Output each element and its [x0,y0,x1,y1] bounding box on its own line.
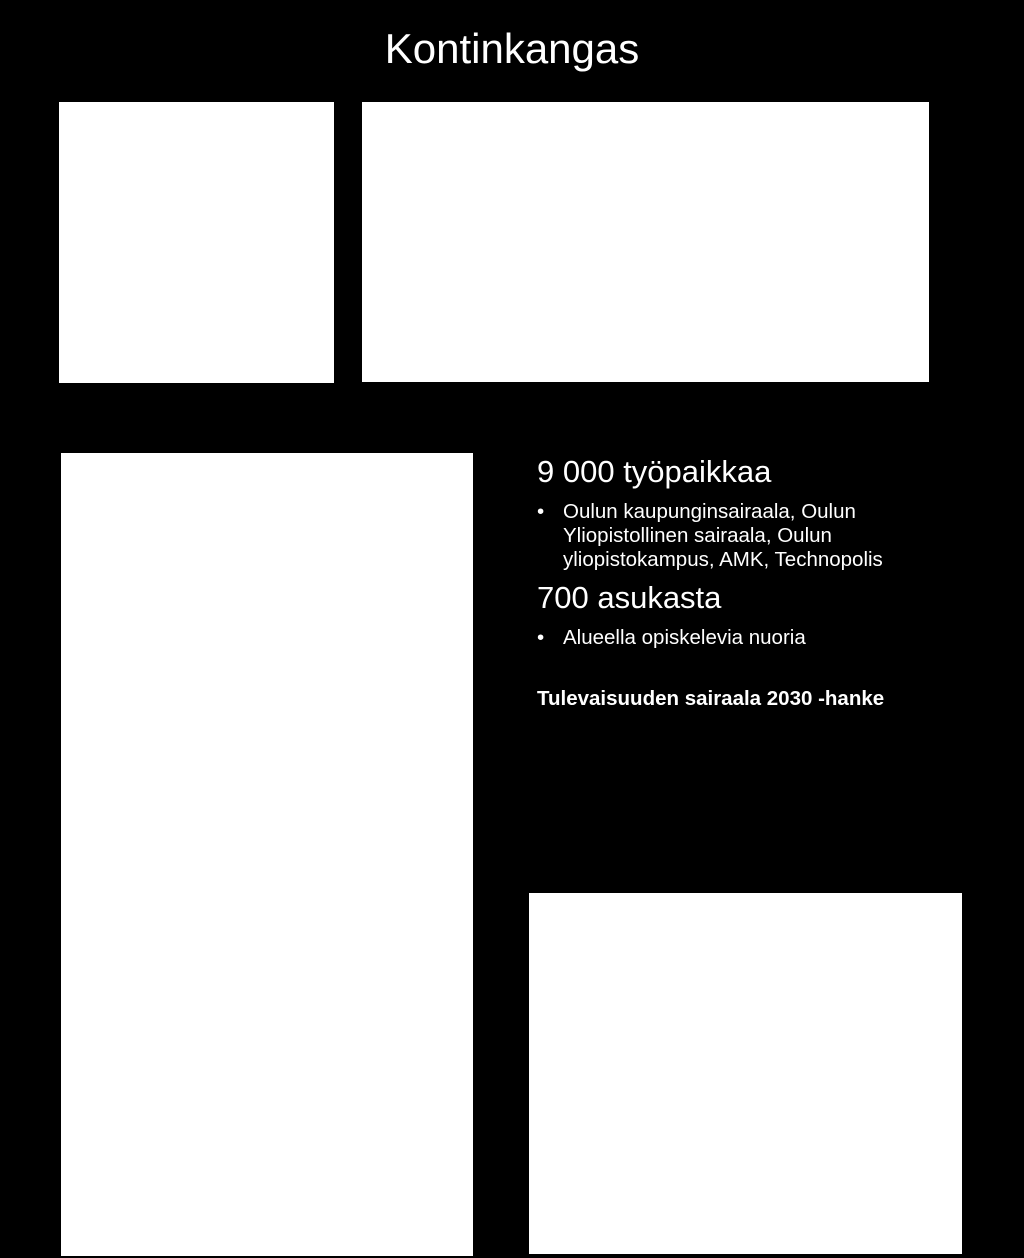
image-placeholder-top-left [59,102,334,383]
bullet-icon: • [537,626,545,649]
stat-section-residents [537,578,957,650]
stat-heading: 9 000 työpaikkaa [537,454,772,489]
list-item [537,500,957,572]
project-label: Tulevaisuuden sairaala 2030 -hanke [537,687,885,710]
info-text-block [537,452,957,712]
image-placeholder-bottom-right [529,893,962,1254]
bullet-icon: • [537,500,545,523]
page-title: Kontinkangas [384,25,640,72]
bullet-list [537,626,957,650]
list-item-text: Oulun kaupunginsairaala, Oulun Yliopistollinen sairaala, Oulun yliopistokampus, AMK, Technopolis [563,500,883,571]
stat-section-jobs [537,452,957,572]
image-placeholder-bottom-left [61,453,473,1256]
list-item [537,626,957,650]
image-placeholder-top-right [362,102,929,382]
bullet-list [537,500,957,572]
list-item-text: Alueella opiskelevia nuoria [563,626,806,649]
stat-heading: 700 asukasta [537,580,722,615]
